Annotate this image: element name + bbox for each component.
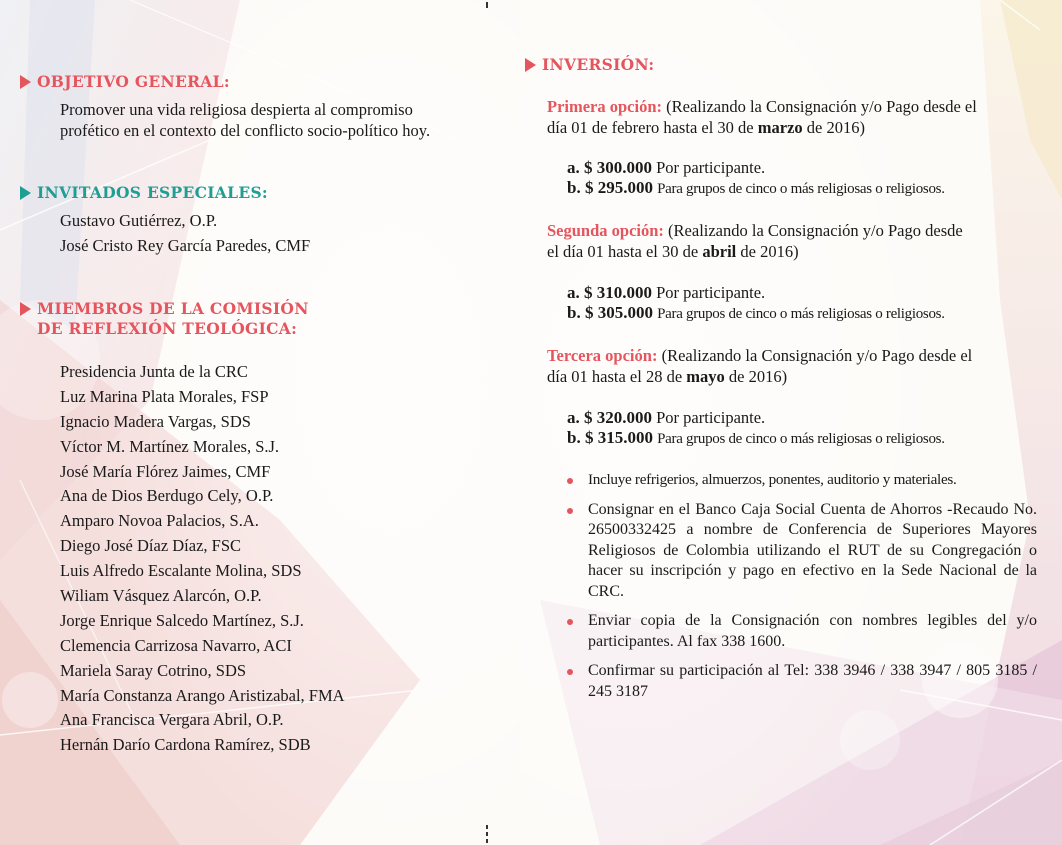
price-item	[567, 303, 945, 324]
option-title: Segunda opción:	[547, 221, 664, 240]
price-label: a. $ 300.000	[567, 158, 652, 177]
bullet-icon	[567, 508, 573, 514]
bullet-icon	[567, 619, 573, 625]
member-name: Amparo Novoa Palacios, S.A.	[60, 511, 259, 531]
price-description: Para grupos de cinco o más religiosas o religiosos.	[657, 181, 945, 197]
member-name: Diego José Díaz Díaz, FSC	[60, 536, 242, 556]
member-name: Ana Francisca Vergara Abril, O.P.	[60, 710, 284, 730]
option-description: de 2016)	[806, 118, 865, 137]
triangle-right-icon	[20, 302, 31, 316]
bullet-icon	[567, 478, 573, 484]
member-name: Hernán Darío Cardona Ramírez, SDB	[60, 735, 311, 755]
note-text: Confirmar su participación al Tel: 338 3946 / 338 3947 / 805 3185 / 245 3187	[588, 662, 1037, 700]
price-label: a. $ 310.000	[567, 283, 652, 302]
note-item	[567, 470, 1037, 491]
payment-option	[547, 345, 1042, 387]
miembros-heading-line: DE REFLEXIÓN TEOLÓGICA:	[37, 319, 298, 338]
invitados-heading-text: INVITADOS ESPECIALES:	[37, 183, 268, 202]
objetivo-heading	[20, 72, 230, 92]
price-label: b. $ 295.000	[567, 178, 653, 197]
fold-mark-bottom	[486, 839, 488, 843]
triangle-right-icon	[525, 58, 536, 72]
member-name: Wiliam Vásquez Alarcón, O.P.	[60, 586, 262, 606]
option-description: día 01 de febrero hasta el 30 de	[547, 118, 754, 137]
price-item	[567, 283, 765, 303]
miembros-heading-text	[37, 299, 309, 339]
objetivo-text	[60, 99, 430, 141]
note-text: Incluye refrigerios, almuerzos, ponentes, auditorio y materiales.	[588, 471, 957, 488]
price-description: Por participante.	[656, 408, 766, 427]
option-month: mayo	[686, 367, 725, 386]
price-item	[567, 158, 765, 178]
miembros-heading	[20, 299, 309, 339]
fold-mark-bottom	[486, 832, 488, 836]
price-label: b. $ 305.000	[567, 303, 653, 322]
guest-name: José Cristo Rey García Paredes, CMF	[60, 235, 311, 255]
price-description: Por participante.	[656, 283, 766, 302]
member-name: Jorge Enrique Salcedo Martínez, S.J.	[60, 610, 304, 630]
objetivo-heading-text: OBJETIVO GENERAL:	[37, 72, 230, 91]
inversion-heading-text: INVERSIÓN:	[542, 55, 655, 74]
miembros-heading-line: MIEMBROS DE LA COMISIÓN	[37, 299, 309, 318]
member-name: Clemencia Carrizosa Navarro, ACI	[60, 635, 292, 655]
member-name: Mariela Saray Cotrino, SDS	[60, 660, 247, 680]
option-description: (Realizando la Consignación y/o Pago desde	[668, 221, 963, 240]
objetivo-line: profético en el contexto del conflicto socio-político hoy.	[60, 121, 431, 140]
note-item	[567, 661, 1037, 702]
inversion-heading	[525, 55, 654, 75]
price-item	[567, 178, 945, 199]
price-item	[567, 408, 765, 428]
option-description: (Realizando la Consignación y/o Pago desde el	[666, 97, 977, 116]
member-name: Ignacio Madera Vargas, SDS	[60, 411, 251, 431]
note-item	[567, 611, 1037, 652]
payment-option	[547, 96, 1042, 138]
fold-mark-bottom	[486, 825, 488, 829]
objetivo-line: Promover una vida religiosa despierta al compromiso	[60, 100, 413, 119]
member-name: José María Flórez Jaimes, CMF	[60, 461, 271, 481]
option-description: (Realizando la Consignación y/o Pago desde el	[661, 346, 973, 365]
invitados-list	[60, 209, 310, 259]
option-month: abril	[702, 242, 737, 261]
member-name: Ana de Dios Berdugo Cely, O.P.	[60, 486, 274, 506]
notes-list	[567, 470, 1037, 711]
member-name: Presidencia Junta de la CRC	[60, 362, 248, 381]
option-title: Primera opción:	[547, 97, 663, 116]
fold-mark-top	[486, 2, 488, 8]
invitados-heading	[20, 183, 268, 203]
note-text: Enviar copia de la Consignación con nombres legibles del y/o participantes. Al fax 338 1600.	[588, 612, 1037, 650]
price-description: Para grupos de cinco o más religiosas o religiosos.	[657, 431, 945, 447]
option-description: de 2016)	[740, 242, 799, 261]
option-description: día 01 hasta el 28 de	[547, 367, 683, 386]
triangle-right-icon	[20, 75, 31, 89]
note-item	[567, 500, 1037, 603]
price-label: a. $ 320.000	[567, 408, 652, 427]
option-month: marzo	[757, 118, 803, 137]
triangle-right-icon	[20, 186, 31, 200]
price-description: Por participante.	[656, 158, 766, 177]
member-name: Luis Alfredo Escalante Molina, SDS	[60, 561, 302, 581]
note-text: Consignar en el Banco Caja Social Cuenta de Ahorros -Recaudo No. 26500332425 a nombre de Conferencia de Superiores Mayores Religiosos de Colombia utilizando el RUT de su Congregación o hacer su inscripción y pago en efectivo en la Sede Nacional de la CRC.	[588, 500, 1037, 600]
guest-name: Gustavo Gutiérrez, O.P.	[60, 211, 218, 230]
price-description: Para grupos de cinco o más religiosas o religiosos.	[657, 306, 945, 322]
bullet-icon	[567, 669, 573, 675]
member-name: María Constanza Arango Aristizabal, FMA	[60, 685, 345, 705]
option-title: Tercera opción:	[547, 346, 658, 365]
payment-option	[547, 220, 1042, 262]
member-name: Víctor M. Martínez Morales, S.J.	[60, 436, 280, 456]
miembros-list	[60, 360, 345, 758]
option-description: el día 01 hasta el 30 de	[547, 242, 699, 261]
price-item	[567, 428, 945, 449]
price-label: b. $ 315.000	[567, 428, 653, 447]
member-name: Luz Marina Plata Morales, FSP	[60, 386, 269, 406]
option-description: de 2016)	[728, 367, 788, 386]
